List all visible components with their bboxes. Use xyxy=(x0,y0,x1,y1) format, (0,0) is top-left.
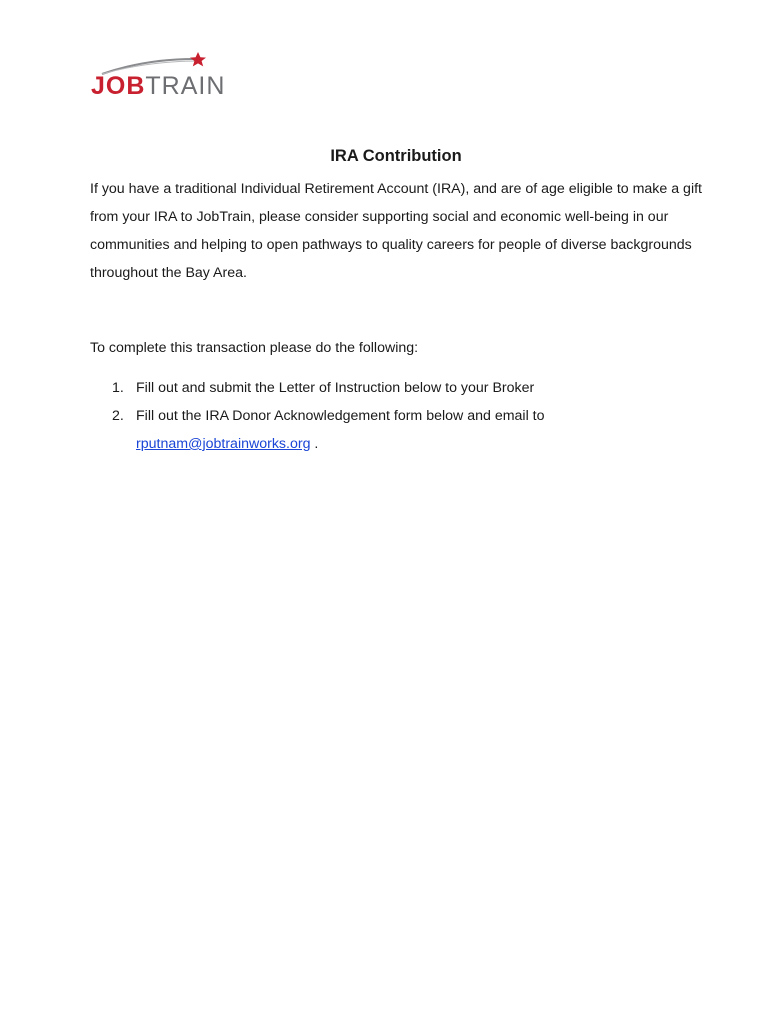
logo-job: JOB xyxy=(91,72,146,100)
email-suffix: . xyxy=(310,436,319,452)
list-item xyxy=(90,402,690,458)
step-number: 2. xyxy=(112,408,124,424)
step-number: 1. xyxy=(112,380,124,396)
step-text: Fill out the IRA Donor Acknowledgement form below and email to xyxy=(136,408,545,424)
step-text: Fill out and submit the Letter of Instruction below to your Broker xyxy=(136,380,535,396)
intro-paragraph: If you have a traditional Individual Retirement Account (IRA), and are of age eligible to make a gift from your IRA to JobTrain, please consider supporting social and economic well-being in our communities and helping to open pathways to quality careers for people of diverse backgrounds throughout the Bay Area. xyxy=(90,181,702,281)
logo-wordmark xyxy=(91,72,225,100)
jobtrain-logo xyxy=(88,50,228,102)
steps-list xyxy=(90,374,690,458)
list-item xyxy=(90,374,690,402)
logo-train: TRAIN xyxy=(145,72,226,100)
email-link[interactable]: rputnam@jobtrainworks.org xyxy=(136,436,311,452)
page-title: IRA Contribution xyxy=(330,147,462,165)
instructions-heading: To complete this transaction please do the following: xyxy=(90,340,419,356)
